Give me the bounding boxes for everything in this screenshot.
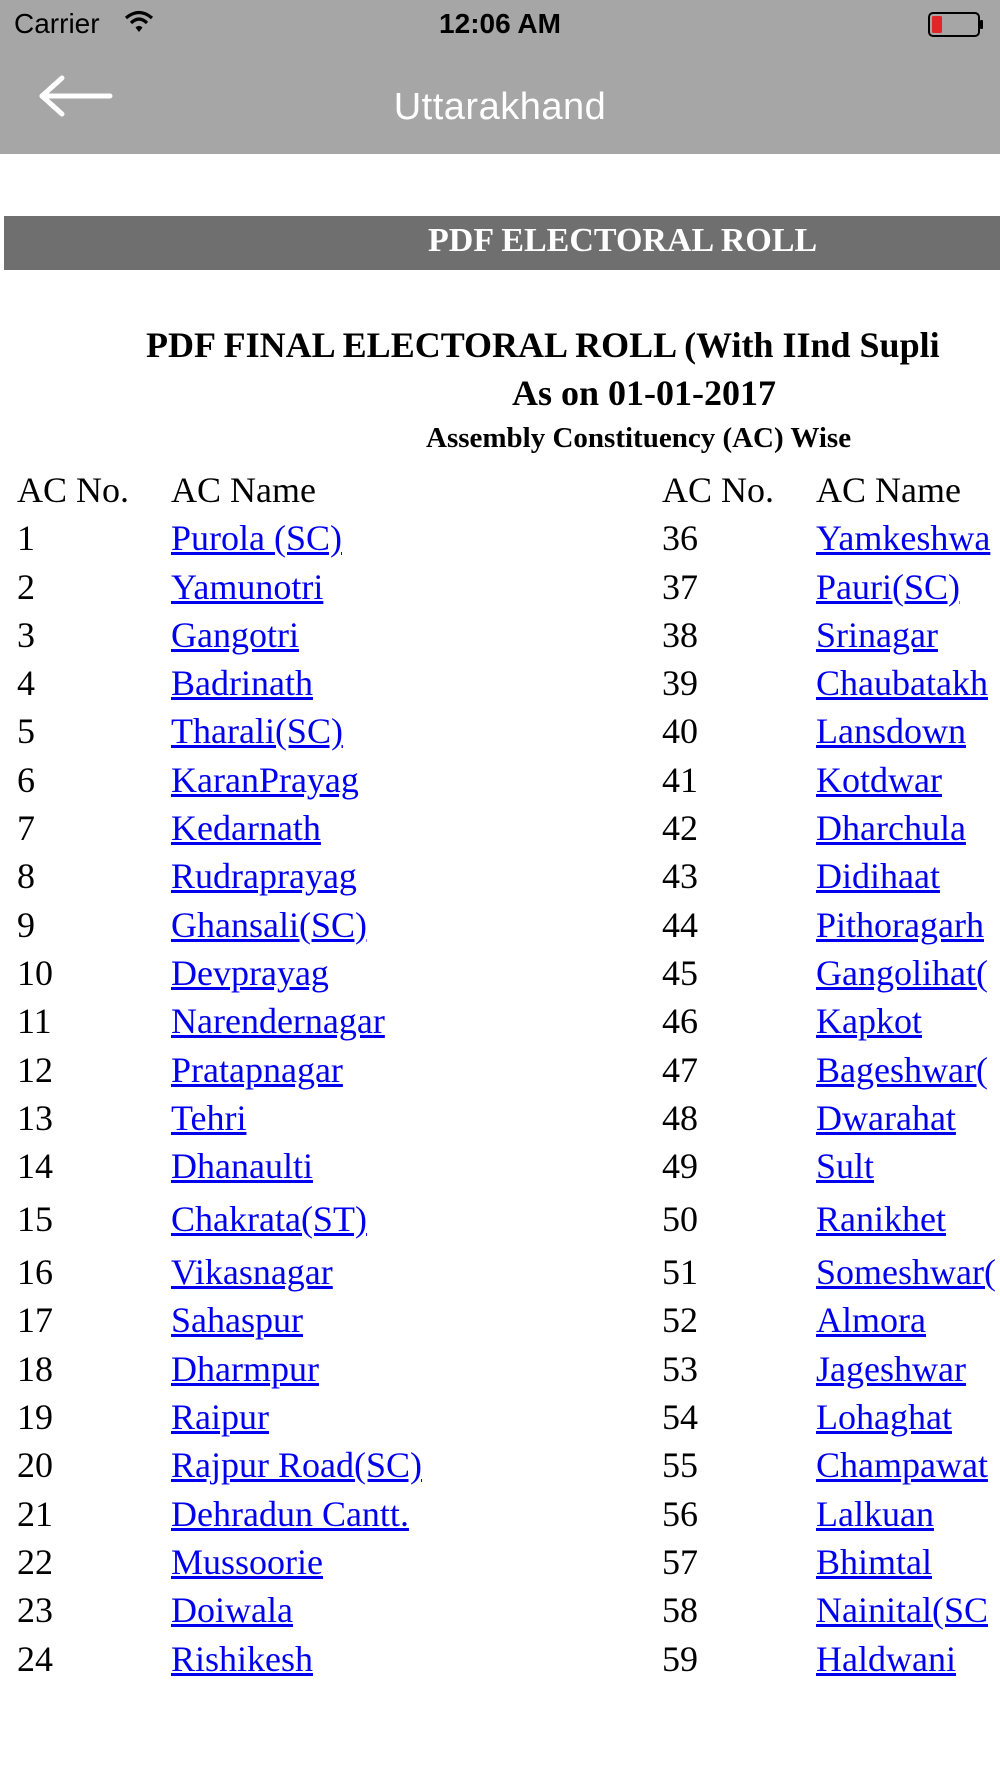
ac-number: 55	[662, 1445, 698, 1486]
ac-number: 58	[662, 1590, 698, 1631]
page-caption: Assembly Constituency (AC) Wise	[426, 422, 852, 454]
constituency-link[interactable]: Chakrata(ST)	[171, 1199, 367, 1240]
table-header-row	[0, 466, 1000, 514]
constituency-link[interactable]: Purola (SC)	[171, 518, 342, 559]
constituency-link[interactable]: Lalkuan	[816, 1493, 934, 1534]
table-row	[0, 514, 1000, 562]
ac-number: 57	[662, 1541, 698, 1582]
ac-number: 49	[662, 1146, 698, 1187]
constituency-link[interactable]: Almora	[816, 1300, 926, 1341]
constituency-link[interactable]: Chaubatakh	[816, 663, 988, 704]
ac-number: 44	[662, 904, 698, 945]
column-header-ac-no: AC No.	[662, 470, 775, 510]
ac-number: 37	[662, 566, 698, 607]
constituency-link[interactable]: Lansdown	[816, 711, 966, 752]
section-banner	[4, 216, 1000, 270]
table-row	[0, 1345, 1000, 1393]
ac-number: 39	[662, 663, 698, 704]
ac-number: 54	[662, 1397, 698, 1438]
banner-title: PDF ELECTORAL ROLL	[428, 222, 818, 259]
constituency-link[interactable]: Sult	[816, 1146, 875, 1187]
constituency-link[interactable]: Sahaspur	[171, 1300, 303, 1341]
constituency-link[interactable]: Pauri(SC)	[816, 566, 960, 607]
table-row	[0, 1142, 1000, 1195]
constituency-link[interactable]: Srinagar	[816, 614, 938, 655]
constituency-link[interactable]: Raipur	[171, 1397, 269, 1438]
constituency-link[interactable]: Nainital(SC	[816, 1590, 988, 1631]
constituency-link[interactable]: Dharmpur	[171, 1348, 319, 1389]
ac-number: 20	[17, 1445, 53, 1486]
ac-number: 21	[17, 1493, 53, 1534]
constituency-link[interactable]: Someshwar(	[816, 1252, 996, 1293]
table-row	[0, 1046, 1000, 1094]
constituency-link[interactable]: Tharali(SC)	[171, 711, 343, 752]
constituency-link[interactable]: Yamunotri	[171, 566, 324, 607]
table-row	[0, 1490, 1000, 1538]
ac-number: 1	[17, 518, 35, 559]
constituency-link[interactable]: Dwarahat	[816, 1097, 956, 1138]
ac-number: 19	[17, 1397, 53, 1438]
ac-number: 6	[17, 759, 35, 800]
ac-number: 14	[17, 1146, 53, 1187]
ac-number: 11	[17, 1001, 52, 1042]
constituency-link[interactable]: Vikasnagar	[171, 1252, 333, 1293]
constituency-link[interactable]: Yamkeshwa	[816, 518, 991, 559]
constituency-link[interactable]: Narendernagar	[171, 1001, 385, 1042]
ac-number: 7	[17, 808, 35, 849]
ac-number: 13	[17, 1097, 53, 1138]
ac-table	[0, 466, 1000, 1683]
constituency-link[interactable]: Gangolihat(	[816, 952, 988, 993]
constituency-link[interactable]: Lohaghat	[816, 1397, 952, 1438]
constituency-link[interactable]: Dharchula	[816, 808, 966, 849]
ac-number: 18	[17, 1348, 53, 1389]
ac-number: 8	[17, 856, 35, 897]
table-row	[0, 1094, 1000, 1142]
ac-number: 12	[17, 1049, 53, 1090]
ac-number: 9	[17, 904, 35, 945]
ac-number: 2	[17, 566, 35, 607]
constituency-link[interactable]: Pratapnagar	[171, 1049, 343, 1090]
table-row	[0, 1248, 1000, 1296]
ac-number: 42	[662, 808, 698, 849]
table-row	[0, 949, 1000, 997]
status-time: 12:06 AM	[439, 8, 561, 39]
constituency-link[interactable]: Champawat	[816, 1445, 988, 1486]
table-row	[0, 611, 1000, 659]
constituency-link[interactable]: Gangotri	[171, 614, 299, 655]
table-row	[0, 852, 1000, 900]
constituency-link[interactable]: Dehradun Cantt.	[171, 1493, 409, 1534]
ac-number: 36	[662, 518, 698, 559]
constituency-link[interactable]: Doiwala	[171, 1590, 293, 1631]
status-bar	[0, 0, 1000, 50]
constituency-link[interactable]: Haldwani	[816, 1638, 956, 1679]
battery-low-icon	[928, 12, 984, 37]
constituency-link[interactable]: Ranikhet	[816, 1199, 946, 1240]
table-row	[0, 1195, 1000, 1248]
ac-number: 4	[17, 663, 35, 704]
constituency-link[interactable]: Rajpur Road(SC)	[171, 1445, 422, 1486]
ac-number: 53	[662, 1348, 698, 1389]
ac-number: 15	[17, 1199, 53, 1240]
ac-number: 56	[662, 1493, 698, 1534]
constituency-link[interactable]: Kedarnath	[171, 808, 321, 849]
ac-number: 17	[17, 1300, 53, 1341]
column-header-ac-name: AC Name	[171, 470, 316, 510]
table-row	[0, 804, 1000, 852]
ac-number: 45	[662, 952, 698, 993]
table-row	[0, 1441, 1000, 1489]
table-row	[0, 1538, 1000, 1586]
table-row	[0, 1586, 1000, 1634]
table-row	[0, 707, 1000, 755]
ac-number: 3	[17, 614, 35, 655]
constituency-link[interactable]: Kapkot	[816, 1001, 922, 1042]
ac-number: 52	[662, 1300, 698, 1341]
carrier-label: Carrier	[14, 8, 100, 39]
ac-number: 43	[662, 856, 698, 897]
ac-number: 59	[662, 1638, 698, 1679]
ac-number: 38	[662, 614, 698, 655]
ac-number: 23	[17, 1590, 53, 1631]
ac-number: 46	[662, 1001, 698, 1042]
constituency-link[interactable]: Rudraprayag	[171, 856, 357, 897]
table-row	[0, 1296, 1000, 1344]
column-header-ac-no: AC No.	[17, 470, 130, 510]
navigation-bar	[0, 50, 1000, 154]
constituency-link[interactable]: Mussoorie	[171, 1541, 323, 1582]
nav-title: Uttarakhand	[393, 86, 607, 128]
web-content[interactable]	[0, 154, 1000, 1679]
table-row	[0, 563, 1000, 611]
ac-number: 5	[17, 711, 35, 752]
column-header-ac-name: AC Name	[816, 470, 961, 510]
ac-number: 22	[17, 1541, 53, 1582]
ac-number: 51	[662, 1252, 698, 1293]
constituency-link[interactable]: Badrinath	[171, 663, 313, 704]
constituency-link[interactable]: Jageshwar	[816, 1348, 966, 1389]
ac-number: 10	[17, 952, 53, 993]
constituency-link[interactable]: Kotdwar	[816, 759, 942, 800]
ac-number: 16	[17, 1252, 53, 1293]
constituency-link[interactable]: KaranPrayag	[171, 759, 359, 800]
table-row	[0, 1635, 1000, 1683]
ac-number: 41	[662, 759, 698, 800]
constituency-link[interactable]: Ghansali(SC)	[171, 904, 367, 945]
table-row	[0, 1393, 1000, 1441]
ac-number: 24	[17, 1638, 53, 1679]
page-subheading: As on 01-01-2017	[512, 373, 777, 413]
constituency-link[interactable]: Bhimtal	[816, 1541, 932, 1582]
constituency-link[interactable]: Devprayag	[171, 952, 329, 993]
constituency-link[interactable]: Rishikesh	[171, 1638, 314, 1679]
ac-number: 48	[662, 1097, 698, 1138]
table-row	[0, 659, 1000, 707]
ac-number: 47	[662, 1049, 698, 1090]
ac-number: 50	[662, 1199, 698, 1240]
table-row	[0, 901, 1000, 949]
constituency-link[interactable]: Didihaat	[816, 856, 940, 897]
constituency-link[interactable]: Bageshwar(	[816, 1049, 988, 1090]
constituency-link[interactable]: Tehri	[171, 1097, 247, 1138]
table-row	[0, 997, 1000, 1045]
constituency-link[interactable]: Dhanaulti	[171, 1146, 313, 1187]
constituency-link[interactable]: Pithoragarh	[816, 904, 984, 945]
ac-number: 40	[662, 711, 698, 752]
page-heading: PDF FINAL ELECTORAL ROLL (With IInd Supli	[146, 325, 940, 365]
table-row	[0, 756, 1000, 804]
